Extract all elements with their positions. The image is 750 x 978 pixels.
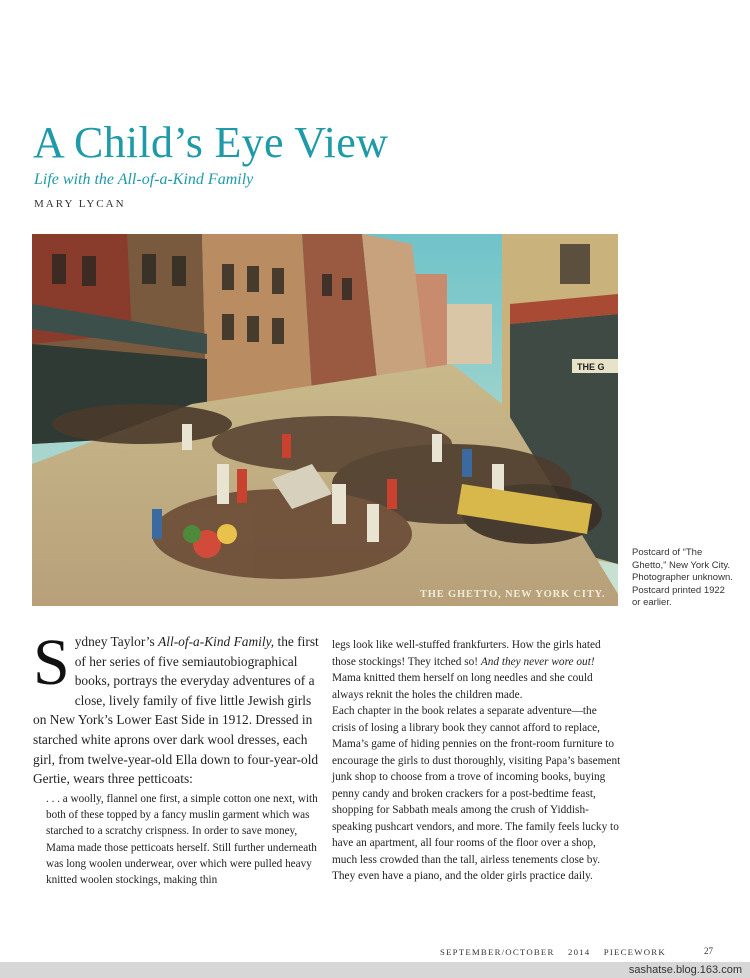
quote-continued-end: Mama knitted them herself on long needles and she could always reknit the holes the children made.: [332, 672, 593, 701]
photo-caption: Postcard of “The Ghetto,” New York City. Photographer unknown. Postcard printed 1922 or earlier.: [632, 547, 733, 609]
quote-continued-text: legs look like well-stuffed frankfurters. How the girls hated those stockings! They itched so!: [332, 639, 601, 668]
article-column-left: [33, 626, 325, 889]
article-title: A Child’s Eye View: [33, 118, 389, 167]
drop-cap: S: [33, 626, 70, 699]
author-byline: MARY LYCAN: [34, 198, 126, 210]
article-subtitle: Life with the All-of-a-Kind Family: [34, 171, 254, 188]
block-quote: . . . a woolly, flannel one first, a simple cotton one next, with both of these topped by a fancy muslin garment which was starched to a scratchy crispness. In order to save money, Mama made those petticoats herself. Still further underneath was long woolen underwear, over which were pulled heavy knitted woolen stockings, making thin: [46, 792, 318, 887]
footer-issue: SEPTEMBER/OCTOBER: [440, 947, 555, 957]
page-number: 27: [704, 946, 713, 956]
intro-text-rest: the first of her series of five semiautobiographical books, portrays the everyday adventures of a close, lively family of five little Jewish girls on New York’s Lower East Side in 1912. Dressed in starched white aprons over dark wool dresses, each girl, from twelve-year-old Ella down to four-year-old Gertie, wears three petticoats:: [33, 634, 319, 787]
article-column-right: [332, 637, 622, 885]
body-paragraph-2: Each chapter in the book relates a separate adventure—the crisis of losing a library book they cannot afford to replace, Mama’s game of hiding pennies on the front-room furniture to encourage the girls to dust thoroughly, visiting Papa’s basement junk shop to choose from a trove of incoming books, buying penny candy and broken crackers for a post-bedtime feast, shopping for Sabbath meals among the crush of Yiddish-speaking pushcart vendors, and more. The family feels lucky to have an apartment, all four rooms of the floor over a shop, much less crowded than the tall, airless tenements close by. They even have a piano, and the older girls practice daily.: [332, 705, 621, 882]
footer-magazine: PIECEWORK: [603, 947, 666, 957]
block-quote-continued: [332, 637, 622, 703]
shop-sign-text: THE G: [577, 362, 605, 372]
quote-emphasis: And they never wore out!: [480, 655, 595, 668]
postcard-caption-text: THE GHETTO, NEW YORK CITY.: [420, 589, 606, 600]
page-footer: [440, 947, 676, 957]
watermark-text: sashatse.blog.163.com: [628, 964, 742, 976]
intro-text-start: ydney Taylor’s: [74, 634, 159, 649]
postcard-photo: [32, 234, 618, 606]
book-title: All-of-a-Kind Family,: [158, 634, 275, 649]
intro-paragraph: [33, 626, 325, 789]
footer-year: 2014: [567, 947, 591, 957]
